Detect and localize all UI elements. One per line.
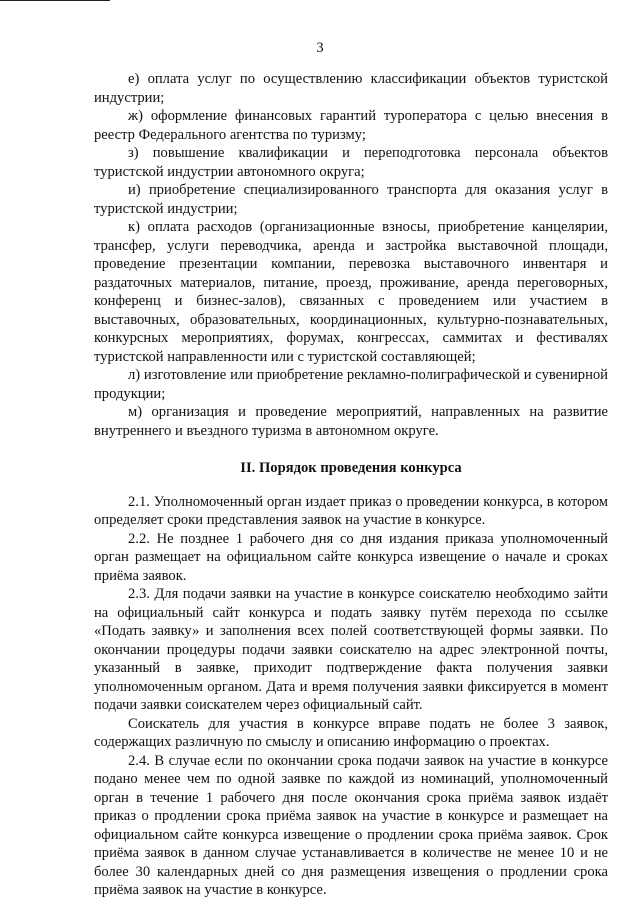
paragraph-2-2: 2.2. Не позднее 1 рабочего дня со дня издания приказа уполномоченный орган размещает на официальном сайте конкурса извещение о начале и сроках приёма заявок. [94, 530, 608, 584]
page-number: 3 [316, 40, 324, 56]
section-heading: II. Порядок проведения конкурса [240, 460, 462, 476]
document-body [94, 70, 608, 900]
top-rule [0, 0, 110, 1]
list-item-e: е) оплата услуг по осуществлению классификации объектов туристской индустрии; [94, 71, 608, 106]
list-item-m: м) организация и проведение мероприятий, направленных на развитие внутреннего и въездного туризма в автономном округе. [94, 404, 608, 439]
list-item-l: л) изготовление или приобретение рекламно-полиграфической и сувенирной продукции; [94, 367, 608, 402]
list-item-k: к) оплата расходов (организационные взносы, приобретение канцелярии, трансфер, услуги переводчика, аренда и застройка выставочной площади, проведение презентации компании, перевозка выставочного инвентаря и раздаточных материалов, питание, проезд, проживание, аренда переговорных, конференц и бизнес-залов), связанных с проведением или участием в выставочных, образовательных, координационных, культурно-познавательных, конкурсных мероприятиях, форумах, конгрессах, саммитах и фестивалях туристской направленности или с туристской составляющей; [94, 219, 608, 365]
paragraph-2-3: 2.3. Для подачи заявки на участие в конкурсе соискателю необходимо зайти на официальный сайт конкурса и подать заявку путём перехода по ссылке «Подать заявку» и заполнения всех полей соответствующей формы заявки. По окончании процедуры подачи заявки соискателю на адрес электронной почты, указанный в заявке, приходит подтверждение факта получения заявки уполномоченным органом. Дата и время получения заявки фиксируется в момент подачи заявки соискателем через официальный сайт. [94, 586, 608, 713]
paragraph-2-4: 2.4. В случае если по окончании срока подачи заявок на участие в конкурсе подано менее чем по одной заявке по каждой из номинаций, уполномоченный орган в течение 1 рабочего дня после окончания срока приёма заявок издаёт приказ о продлении срока приёма заявок на участие в конкурсе и размещает на официальном сайте конкурса извещение о продлении срока приёма заявок. Срок приёма заявок в данном случае устанавливается в количестве не менее 10 и не более 30 календарных дней со дня размещения извещения о продлении срока приёма заявок на участие в конкурсе. [94, 752, 608, 898]
paragraph-applicant-limit: Соискатель для участия в конкурсе вправе подать не более 3 заявок, содержащих различную по смыслу и описанию информацию о проектах. [94, 715, 608, 750]
list-item-zh: ж) оформление финансовых гарантий туроператора с целью внесения в реестр Федерального агентства по туризму; [94, 108, 608, 143]
paragraph-2-1: 2.1. Уполномоченный орган издает приказ о проведении конкурса, в котором определяет сроки представления заявок на участие в конкурсе. [94, 493, 608, 528]
list-item-i: и) приобретение специализированного транспорта для оказания услуг в туристской индустрии; [94, 182, 608, 217]
list-item-z: з) повышение квалификации и переподготовка персонала объектов туристской индустрии автономного округа; [94, 145, 608, 180]
